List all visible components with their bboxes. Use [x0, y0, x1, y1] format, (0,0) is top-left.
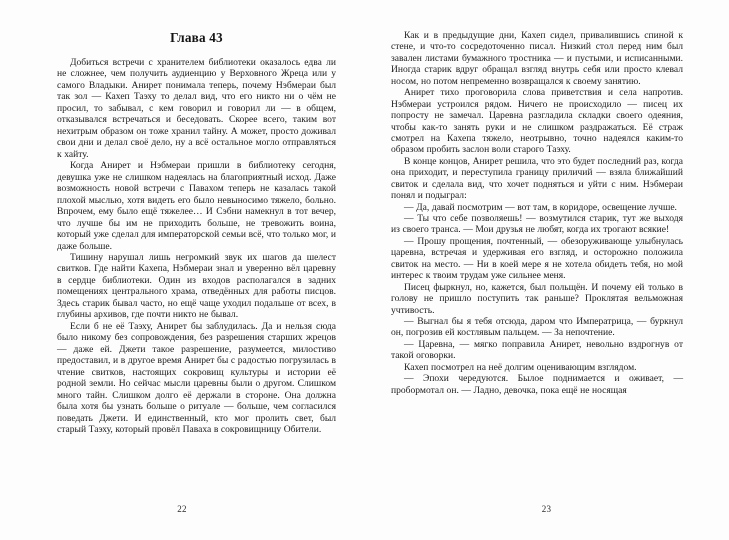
paragraph: — Выгнал бы я тебя отсюда, даром что Императрица, — буркнул он, погрозив ей костлявым пальцем. — За непочтение. [391, 315, 683, 339]
right-page-body [391, 30, 683, 396]
page-right [364, 0, 729, 540]
left-page-body [57, 57, 336, 435]
page-number-right: 23 [541, 504, 552, 514]
paragraph: — Прошу прощения, почтенный, — обезоруживающе улыбнулась царевна, встречая и удерживая его взгляд, и осторожно положила свиток на место. — Ни в коей мере я не хотела обидеть тебя, но мой интерес к твоим трудам уже сильнее меня. [391, 235, 683, 282]
page-number-left: 22 [177, 504, 187, 514]
paragraph: Если б не её Таэху, Анирет бы заблудилась. Да и нельзя сюда было никому без сопровождения, без разрешения старших жрецов — даже ей. Джети такое разрешение, разумеется, милостиво предоставил, и в другое время Анирет бы с радостью погрузилась в чтение свитков, настоящих сокровищ культуры и истории её родной земли. Но сейчас мысли царевны были о другом. Слишком много тайн. Слишком долго её держали в стороне. Она должна была хотя бы узнать больше о ритуале — больше, чем согласился поведать Джети. И единственный, кто мог пролить свет, был старый Таэху, который провёл Паваха в сокровищницу Обители. [57, 320, 336, 435]
paragraph: — Да, давай посмотрим — вот там, в коридоре, освещение лучше. [404, 201, 677, 213]
paragraph: Добиться встречи с хранителем библиотеки оказалось едва ли не сложнее, чем получить аудиенцию у Верховного Жреца или у самого Владыки. Анирет понимала теперь, почему Нэбмераи был так зол — Кахеп Таэху то делал вид, что его никто ни о чём не просил, то забывал, с кем говорил и говорил ли — в общем, отказывался встречаться и беседовать. Скорее всего, таким вот нехитрым образом он тоже хранил тайну. А может, просто доживал свои дни и делал своё дело, ну а всё остальное могло отправляться к хайту. [57, 57, 336, 160]
paragraph: Когда Анирет и Нэбмераи пришли в библиотеку сегодня, девушка уже не слишком надеялась на благоприятный исход. Даже возможность новой встречи с Павахом теперь не казалась такой плохой мыслью, хотя видеть его было невыносимо тяжело, больно. Впрочем, ему было ещё тяжелее… И Сэбни намекнул в тот вечер, что лучше бы им не приходить больше, не тревожить воина, который уже сделал для императорской семьи всё, что только мог, и даже больше. [57, 160, 336, 252]
paragraph: В конце концов, Анирет решила, что это будет последний раз, когда она приходит, и переступила границу приличий — взяла ближайший свиток и сделала вид, что хочет подняться и уйти с ним. Нэбмераи понял и подыграл: [391, 155, 683, 202]
paragraph: Как и в предыдущие дни, Кахеп сидел, привалившись спиной к стене, и что-то сосредоточенно писал. Низкий стол перед ним был завален листами бумажного тростника — и пустыми, и исписанными. Иногда старик вдруг обращал взгляд внутрь себя или просто клевал носом, но потом непременно возвращался к своему занятию. [391, 30, 683, 87]
page-left [0, 0, 364, 540]
chapter-title: Глава 43 [170, 30, 223, 45]
paragraph: Тишину нарушал лишь негромкий звук их шагов да шелест свитков. Где найти Кахепа, Нэбмераи знал и уверенно вёл царевну в сердце библиотеки. Один из входов располагался в задних помещениях центрального храма, отведённых для работы писцов. Здесь старик бывал часто, но ещё чаще уходил подальше от всех, в глубины архивов, где почти никто не бывал. [57, 251, 336, 321]
paragraph: Писец фыркнул, но, кажется, был польщён. И почему ей только в голову не пришло поступить так раньше? Проклятая вельможная учтивость. [391, 281, 683, 316]
paragraph: Анирет тихо проговорила слова приветствия и села напротив. Нэбмераи устроился рядом. Ничего не происходило — писец их попросту не замечал. Царевна разгладила складки своего одеяния, чтобы как-то занять руки и не слишком раздражаться. Её страж смотрел на Кахепа тяжело, неотрывно, точно надеялся каким-то образом пробить заслон воли старого Таэху. [391, 87, 683, 156]
paragraph: — Эпохи чередуются. Былое поднимается и оживает, — пробормотал он. — Ладно, девочка, пока ещё не носящая [391, 373, 683, 396]
paragraph: — Ты что себе позволяешь! — возмутился старик, тут же выходя из своего транса. — Мои друзья не любят, когда их трогают всякие! [391, 213, 683, 236]
paragraph: — Царевна, — мягко поправила Анирет, невольно вздрогнув от такой оговорки. [391, 338, 683, 362]
paragraph: Кахеп посмотрел на неё долгим оценивающим взглядом. [404, 361, 637, 373]
